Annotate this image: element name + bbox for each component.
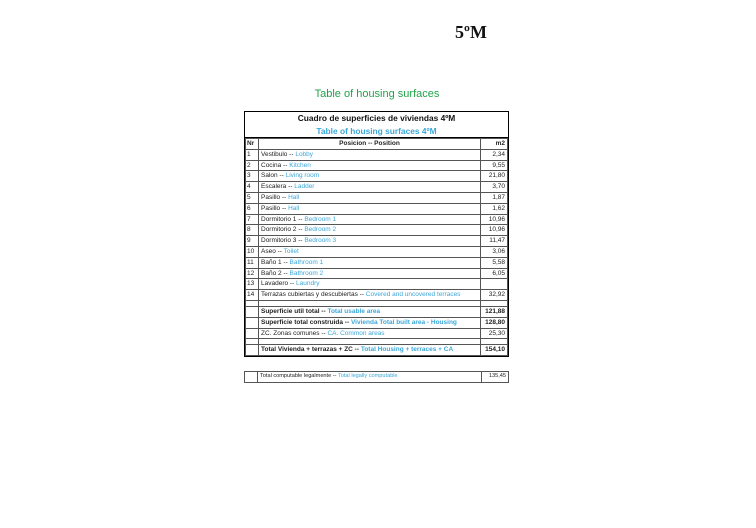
row-m2: 11,47 bbox=[481, 236, 508, 247]
table-row bbox=[246, 203, 508, 214]
computable-table bbox=[244, 371, 509, 383]
computable-value: 135,45 bbox=[482, 372, 509, 383]
row-label-en: Laundry bbox=[296, 280, 320, 288]
table-row bbox=[246, 246, 508, 257]
summary-row bbox=[246, 317, 508, 328]
row-m2: 32,92 bbox=[481, 290, 508, 301]
row-label-es: Vestibulo -- bbox=[261, 150, 296, 158]
row-position bbox=[259, 171, 481, 182]
table-row bbox=[246, 192, 508, 203]
row-position bbox=[259, 290, 481, 301]
surfaces-grid bbox=[245, 138, 508, 356]
row-m2: 2,34 bbox=[481, 149, 508, 160]
total-row bbox=[246, 345, 508, 356]
row-m2: 128,80 bbox=[481, 317, 508, 328]
row-label-en: Bedroom 1 bbox=[304, 215, 337, 223]
row-label-es: Dormitorio 3 -- bbox=[261, 237, 305, 245]
row-label-en: Bedroom 2 bbox=[304, 226, 337, 234]
row-label-es: Pasillo -- bbox=[261, 204, 289, 212]
row-label-es: Aseo -- bbox=[261, 247, 284, 255]
row-m2: 10,96 bbox=[481, 225, 508, 236]
row-position bbox=[259, 246, 481, 257]
row-m2: 5,58 bbox=[481, 257, 508, 268]
row-label-es: Dormitorio 1 -- bbox=[261, 215, 305, 223]
row-m2: 25,30 bbox=[481, 328, 508, 339]
row-position bbox=[259, 225, 481, 236]
table-row bbox=[246, 290, 508, 301]
row-nr bbox=[246, 317, 259, 328]
row-label-es: ZC. Zonas comunes -- bbox=[261, 329, 328, 337]
summary-row bbox=[246, 306, 508, 317]
row-nr: 3 bbox=[246, 171, 259, 182]
table-row bbox=[246, 236, 508, 247]
table-row bbox=[246, 257, 508, 268]
row-label-es: Baño 2 -- bbox=[261, 269, 290, 277]
row-label-en: Hall bbox=[288, 204, 300, 212]
row-position bbox=[259, 160, 481, 171]
header-m2: m2 bbox=[481, 139, 508, 150]
row-position bbox=[259, 306, 481, 317]
row-label-es: Superficie total construida -- bbox=[261, 318, 351, 326]
row-label-es: Superficie util total -- bbox=[261, 307, 328, 315]
row-nr: 8 bbox=[246, 225, 259, 236]
row-nr: 1 bbox=[246, 149, 259, 160]
computable-label-en: Total legally computable bbox=[337, 373, 398, 379]
document-heading bbox=[0, 88, 756, 100]
summary-row bbox=[246, 328, 508, 339]
row-position bbox=[259, 192, 481, 203]
row-position bbox=[259, 214, 481, 225]
table-row bbox=[246, 225, 508, 236]
row-position bbox=[259, 236, 481, 247]
row-position bbox=[259, 203, 481, 214]
table-row bbox=[246, 160, 508, 171]
row-position bbox=[259, 328, 481, 339]
row-label-es: Cocina -- bbox=[261, 161, 290, 169]
row-label-es: Lavadero -- bbox=[261, 280, 297, 288]
row-position bbox=[259, 345, 481, 356]
page-label: 5ºM bbox=[455, 22, 487, 42]
row-label-en: Lobby bbox=[295, 150, 314, 158]
table-title-en: Table of housing surfaces 4ºM bbox=[245, 125, 508, 138]
row-label-es: Total Vivienda + terrazas + ZC -- bbox=[261, 346, 361, 354]
row-m2 bbox=[481, 279, 508, 290]
row-nr: 13 bbox=[246, 279, 259, 290]
table-row bbox=[246, 182, 508, 193]
row-m2: 3,06 bbox=[481, 246, 508, 257]
row-nr: 14 bbox=[246, 290, 259, 301]
row-label-en: Total usable area bbox=[327, 307, 381, 315]
row-label-en: Covered and uncovered terraces bbox=[365, 291, 461, 299]
row-position bbox=[259, 257, 481, 268]
computable-row bbox=[245, 372, 509, 383]
header-row bbox=[246, 139, 508, 150]
row-nr: 11 bbox=[246, 257, 259, 268]
row-m2: 1,62 bbox=[481, 203, 508, 214]
row-label-es: Salon -- bbox=[261, 172, 286, 180]
table-row bbox=[246, 268, 508, 279]
table-row bbox=[246, 214, 508, 225]
table-title-es: Cuadro de superficies de viviendas 4ºM bbox=[297, 113, 456, 123]
row-nr: 7 bbox=[246, 214, 259, 225]
row-label-en: Total Housing + terraces + CA bbox=[360, 346, 454, 354]
row-m2: 1,87 bbox=[481, 192, 508, 203]
row-label-en: Kitchen bbox=[289, 161, 311, 169]
header-position: Posicion -- Position bbox=[259, 139, 481, 150]
row-m2: 21,80 bbox=[481, 171, 508, 182]
row-label-en: Ladder bbox=[294, 183, 315, 191]
row-label-es: Baño 1 -- bbox=[261, 258, 290, 266]
row-label-en: CA. Common areas bbox=[327, 329, 385, 337]
row-nr: 4 bbox=[246, 182, 259, 193]
computable-nr bbox=[245, 372, 258, 383]
row-nr bbox=[246, 328, 259, 339]
row-label-es: Terrazas cubiertas y descubiertas -- bbox=[261, 291, 366, 299]
row-nr: 9 bbox=[246, 236, 259, 247]
row-nr: 6 bbox=[246, 203, 259, 214]
row-label-en: Bathroom 1 bbox=[289, 258, 324, 266]
row-nr: 2 bbox=[246, 160, 259, 171]
row-position bbox=[259, 182, 481, 193]
surfaces-table bbox=[244, 111, 509, 357]
row-position bbox=[259, 317, 481, 328]
row-m2: 121,88 bbox=[481, 306, 508, 317]
row-position bbox=[259, 268, 481, 279]
row-label-en: Living room bbox=[285, 172, 320, 180]
row-nr bbox=[246, 345, 259, 356]
row-label-en: Hall bbox=[288, 193, 300, 201]
row-label-es: Dormitorio 2 -- bbox=[261, 226, 305, 234]
table-row bbox=[246, 279, 508, 290]
document-heading-text: Table of housing surfaces bbox=[314, 88, 440, 100]
row-nr: 12 bbox=[246, 268, 259, 279]
row-m2: 3,70 bbox=[481, 182, 508, 193]
row-m2: 154,10 bbox=[481, 345, 508, 356]
row-position bbox=[259, 279, 481, 290]
row-m2: 10,96 bbox=[481, 214, 508, 225]
row-label-en: Bedroom 3 bbox=[304, 237, 337, 245]
row-label-en: Bathroom 2 bbox=[289, 269, 324, 277]
row-m2: 9,55 bbox=[481, 160, 508, 171]
row-position bbox=[259, 149, 481, 160]
row-nr: 10 bbox=[246, 246, 259, 257]
table-row bbox=[246, 171, 508, 182]
table-row bbox=[246, 149, 508, 160]
header-nr: Nr bbox=[246, 139, 259, 150]
computable-label bbox=[258, 372, 482, 383]
computable-label-es: Total computable legalmente -- bbox=[260, 373, 338, 379]
row-label-en: Vivienda Total built area - Housing bbox=[350, 318, 457, 326]
row-nr: 5 bbox=[246, 192, 259, 203]
row-label-es: Escalera -- bbox=[261, 183, 295, 191]
row-nr bbox=[246, 306, 259, 317]
row-m2: 6,05 bbox=[481, 268, 508, 279]
row-label-es: Pasillo -- bbox=[261, 193, 289, 201]
row-label-en: Toilet bbox=[283, 247, 299, 255]
